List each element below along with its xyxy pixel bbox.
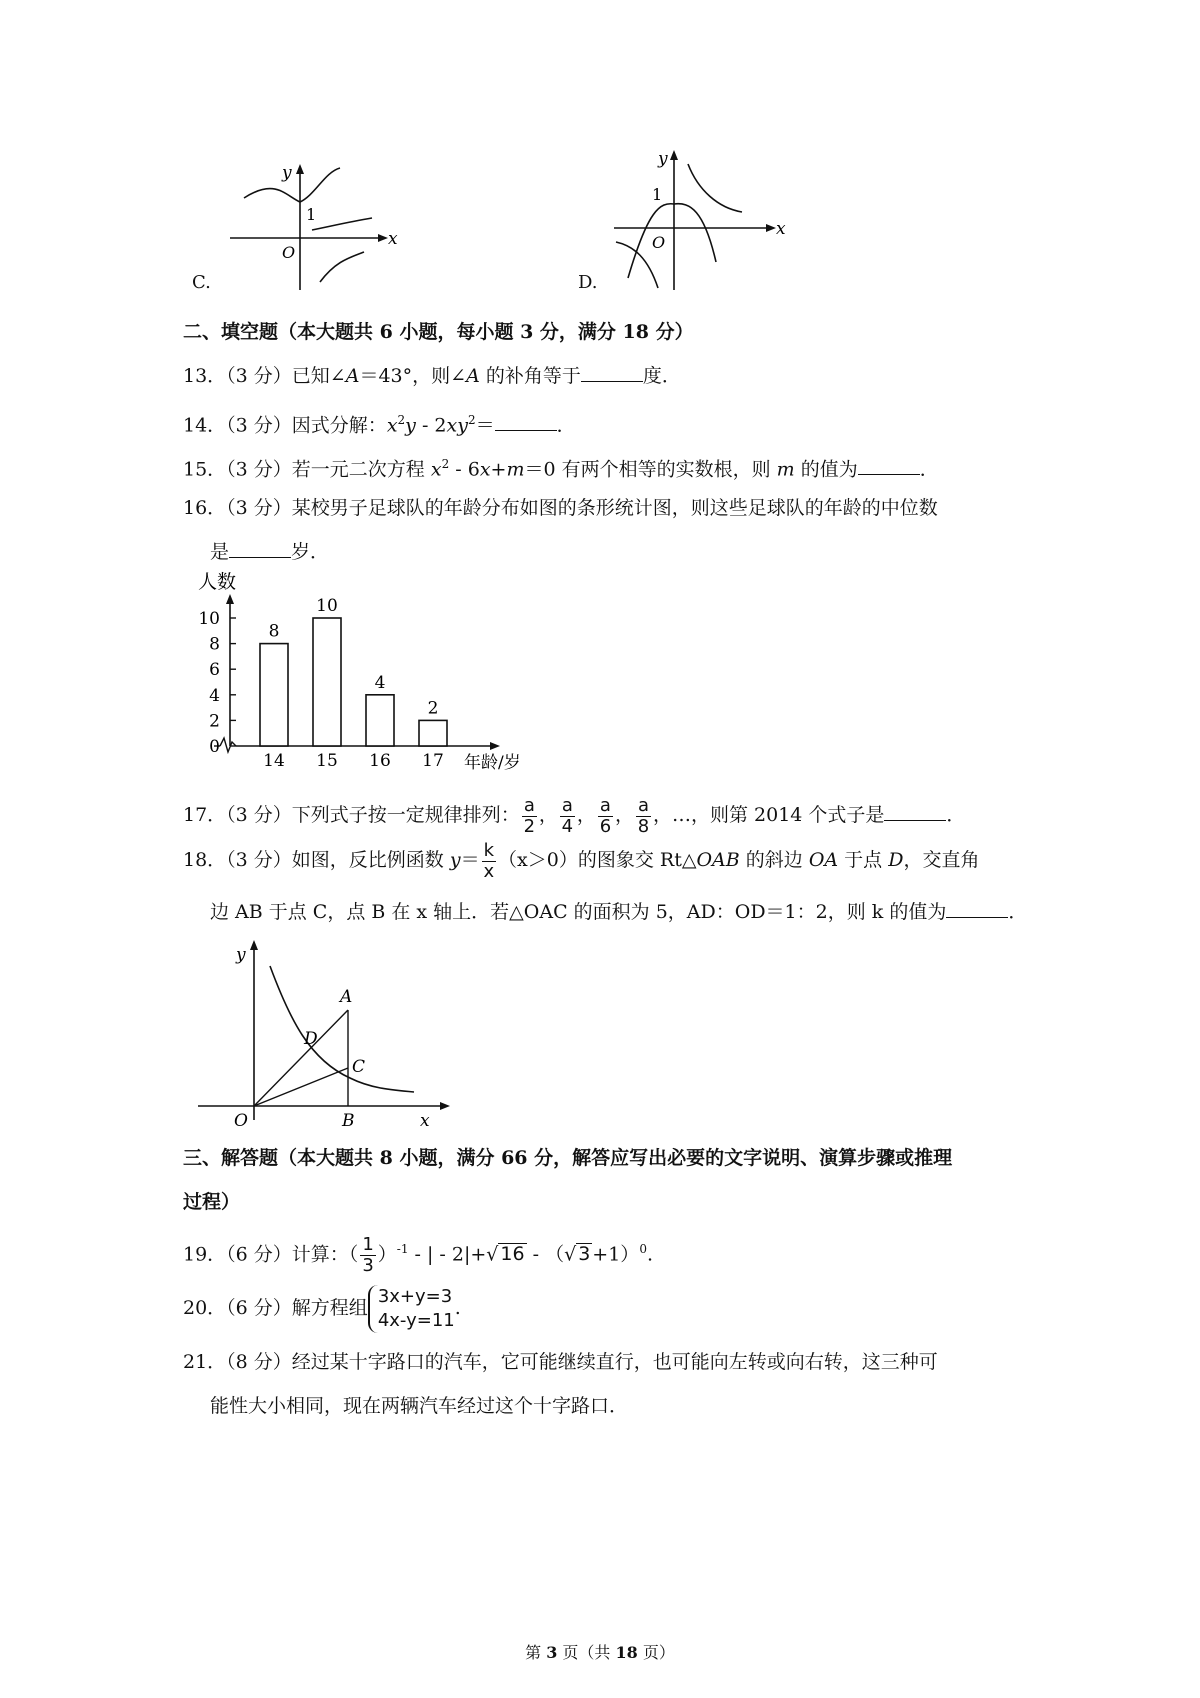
section-2-heading: 二、填空题（本大题共 6 小题，每小题 3 分，满分 18 分）: [183, 321, 694, 343]
q17-fraction-sequence: $\frac{a}{2}$ ， $\frac{a}{4}$ ， $\frac{a}{6}$ ， $\frac{a}{8}$: [523, 794, 650, 837]
q18-figure: [190, 930, 470, 1130]
question-14: 14．（3 分）因式分解：$x^2y - 2xy^2=$ ．: [183, 413, 576, 437]
question-15: 15．（3 分）若一元二次方程 $x^2 - 6x+m=0$ 有两个相等的实数根，则 m 的值为 ．: [183, 457, 939, 481]
sqrt-16: 16: [500, 1243, 525, 1266]
q17-term-1: $\frac{a}{2}$: [523, 794, 536, 837]
question-18-line-1: 18．（3 分）如图，反比例函数 y＝ $\frac{k}{x}$ （x＞0）的图象交 Rt△OAB 的斜边 OA 于点 D，交直角: [183, 839, 980, 882]
bar-value-label: 8: [268, 621, 280, 642]
answer-blank-15[interactable]: [858, 456, 920, 475]
answer-blank-14[interactable]: [495, 412, 557, 431]
c-x-label: x: [388, 229, 398, 249]
total-pages: 18: [615, 1643, 638, 1662]
section-3-heading-line-2: 过程）: [183, 1191, 241, 1213]
bar-age-17: [419, 720, 447, 746]
chart-y-axis-title: 人数: [198, 571, 237, 593]
option-c-label: C.: [192, 272, 211, 293]
current-page-number: 3: [546, 1643, 558, 1662]
option-d-label: D.: [578, 272, 598, 293]
d-y-label: y: [658, 149, 668, 169]
y-tick-label: 6: [209, 660, 220, 681]
point-c-label: C: [352, 1057, 366, 1077]
question-16-line-1: 16．（3 分）某校男子足球队的年龄分布如图的条形统计图，则这些足球队的年龄的中位数: [183, 497, 938, 519]
equation-system: 3x+y=3 4x-y=11: [368, 1285, 455, 1333]
fig-y-label: y: [236, 945, 246, 965]
question-18-line-2: 边 AB 于点 C，点 B 在 x 轴上．若△OAC 的面积为 5，AD：OD＝1：2，则 k 的值为 ．: [210, 901, 1028, 923]
question-17: 17．（3 分）下列式子按一定规律排列： $\frac{a}{2}$ ， $\frac{a}{4}$ ， $\frac{a}{6}$ ， $\frac{a}{8}$ ，…，则第 2014 个式子是 ．: [183, 794, 966, 837]
bar-value-label: 2: [427, 698, 439, 719]
d-one-label: 1: [652, 185, 663, 204]
d-origin-label: O: [652, 233, 666, 252]
segment-oc: [254, 1068, 348, 1106]
answer-blank-17[interactable]: [884, 802, 946, 821]
fig-x-label: x: [420, 1111, 430, 1130]
option-c-graph: [220, 150, 410, 300]
origin-label: O: [234, 1111, 248, 1130]
c-origin-label: O: [282, 243, 296, 262]
c-one-label: 1: [306, 205, 317, 224]
one-third-fraction: $\frac{1}{3}$: [362, 1233, 374, 1276]
question-20: 20．（6 分）解方程组 3x+y=3 4x-y=11 .: [183, 1286, 461, 1331]
question-21-line-2: 能性大小相同，现在两辆汽车经过这个十字路口．: [210, 1395, 629, 1417]
option-d-graph: [608, 140, 798, 300]
answer-blank-18[interactable]: [946, 899, 1008, 918]
hyperbola-curve: [270, 966, 414, 1092]
point-d-label: D: [304, 1029, 318, 1049]
k-over-x-fraction: $\frac{k}{x}$: [483, 839, 495, 882]
c-y-label: y: [282, 163, 292, 183]
d-x-label: x: [776, 219, 786, 239]
x-category-label: 16: [369, 751, 391, 771]
sqrt-3: 3: [578, 1243, 591, 1266]
question-19: 19．（6 分）计算：（ $\frac{1}{3}$ ）$^{-1}$ - | - 2|+√ 16 - （√ 3 +1）$^0$.: [183, 1233, 653, 1276]
bar-value-label: 10: [316, 596, 338, 616]
q17-term-2: $\frac{a}{4}$: [561, 794, 574, 837]
x-category-label: 14: [263, 751, 285, 771]
question-13: 13．（3 分）已知∠A＝43°，则∠A 的补角等于 度．: [183, 365, 681, 387]
bar-age-16: [366, 695, 394, 746]
y-tick-label: 8: [209, 634, 220, 655]
x-category-label: 17: [422, 751, 444, 771]
age-bar-chart: [190, 570, 560, 780]
point-a-label: A: [340, 987, 353, 1007]
bar-age-14: [260, 644, 288, 746]
question-16-line-2: 是 岁．: [210, 541, 330, 563]
segment-oa: [254, 1010, 348, 1106]
question-21-line-1: 21．（8 分）经过某十字路口的汽车，它可能继续直行，也可能向左转或向右转，这三种可: [183, 1351, 938, 1373]
y-tick-label: 4: [209, 685, 220, 706]
chart-x-axis-title: 年龄/岁: [464, 753, 521, 773]
bar-value-label: 4: [374, 672, 386, 693]
section-3-heading-line-1: 三、解答题（本大题共 8 小题，满分 66 分，解答应写出必要的文字说明、演算步骤或推理: [183, 1147, 953, 1169]
y-tick-label: 2: [209, 711, 220, 732]
answer-blank-13[interactable]: [581, 363, 643, 382]
x-category-label: 15: [316, 751, 338, 771]
q17-term-4: $\frac{a}{8}$: [637, 794, 650, 837]
point-b-label: B: [342, 1111, 355, 1130]
answer-blank-16[interactable]: [229, 539, 291, 558]
page-footer: 第 3 页（共 18 页）: [525, 1643, 675, 1662]
axis-break-mark: [220, 738, 236, 752]
y-tick-label: 10: [198, 609, 220, 629]
y-tick-label: 0: [209, 737, 220, 757]
q17-term-3: $\frac{a}{6}$: [599, 794, 612, 837]
bar-age-15: [313, 618, 341, 746]
